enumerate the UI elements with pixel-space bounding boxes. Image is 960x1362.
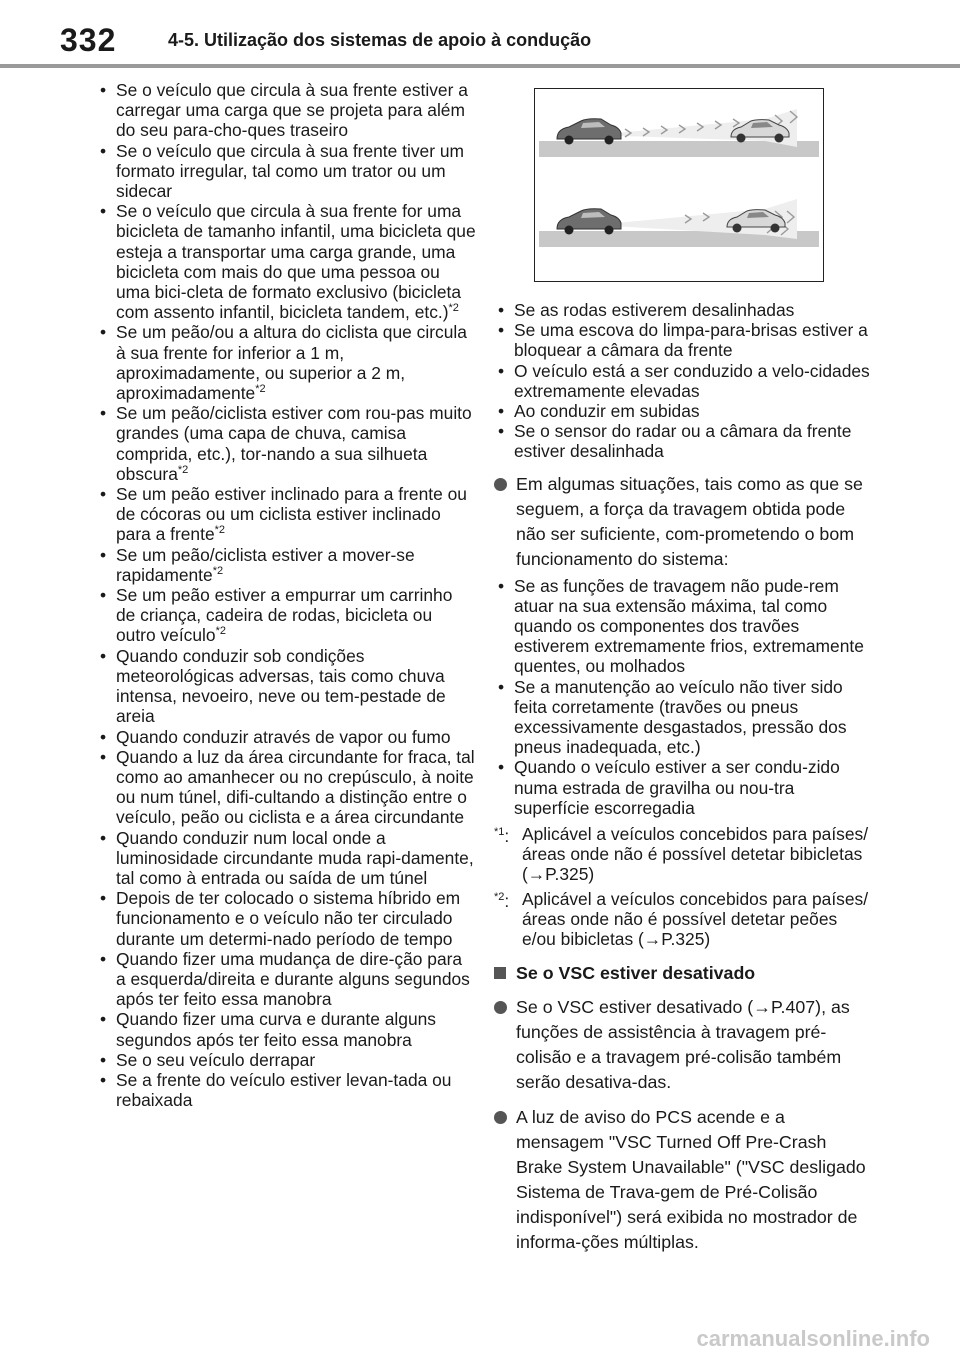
- sub-heading-text: Se o VSC estiver desativado: [516, 963, 756, 984]
- list-item: [96, 141, 476, 202]
- list-item: [96, 585, 476, 646]
- list-item-text: Se um peão estiver a empurrar um carrinho de criança, cadeira de rodas, bicicleta ou outro veículo: [116, 585, 453, 646]
- list-item: [96, 201, 476, 322]
- page-header: [0, 0, 960, 70]
- list-item-text: Se o veículo que circula à sua frente for uma bicicleta de tamanho infantil, uma bicicleta que esteja a transportar uma carga grande, uma bicicleta com mais do que uma pessoa ou uma bici-cleta de formato exclusivo (bicicleta com assento infantil, bicicleta tandem, etc.): [116, 201, 476, 323]
- section-title: 4-5. Utilização dos sistemas de apoio à condução: [168, 30, 592, 50]
- list-item: [494, 401, 870, 421]
- footnote-text: Aplicável a veículos concebidos para países/áreas onde não é possível detetar bibicletas (→P.325): [522, 824, 869, 885]
- list-item-text: Se um peão estiver inclinado para a frente ou de cócoras ou um ciclista estiver inclinado para a frente: [116, 484, 467, 545]
- circle-item-text: Se o VSC estiver desativado (→P.407), as funções de assistência à travagem pré-colisão e a travagem pré-colisão também serão desativa-das.: [516, 997, 850, 1093]
- list-item: [96, 484, 476, 545]
- list-item-text: Quando a luz da área circundante for fraca, tal como ao amanhecer ou no crepúsculo, à noite ou num túnel, difi-cultando a distinção entre o veículo, peão ou ciclista e a área circundante: [116, 746, 475, 828]
- list-item: [96, 949, 476, 1010]
- list-item: [96, 727, 476, 747]
- list-item: [96, 322, 476, 403]
- footnote-mark: $^{*1}$:: [494, 825, 510, 846]
- list-item-text: Se um peão/ou a altura do ciclista que circula à sua frente for inferior a 1 m, aproximadamente, ou superior a 2 m, aproximadamente: [116, 322, 467, 404]
- circle-bullet-icon: [494, 1111, 507, 1124]
- list-item-text: Se o veículo que circula à sua frente tiver um formato irregular, tal como um trator ou um sidecar: [116, 140, 464, 202]
- list-item: [96, 646, 476, 727]
- road-top: [539, 141, 819, 157]
- circle-item-text: A luz de aviso do PCS acende e a mensagem "VSC Turned Off Pre-Crash Brake System Unavailable" ("VSC desligado Sistema de Trava-gem de Pré-Colisão indisponível") será exibida no mostrador de informa-ções múltiplas.: [516, 1107, 866, 1253]
- footnote-mark-number: *1: [494, 826, 505, 839]
- list-item: [494, 320, 870, 360]
- list-item-text: O veículo está a ser conduzido a velo-cidades extremamente elevadas: [514, 360, 870, 401]
- list-item: [494, 421, 870, 461]
- circle-item-braking-force: [494, 472, 870, 572]
- own-car-bottom: [557, 209, 621, 235]
- circle-item-pcs-warning: [494, 1105, 870, 1255]
- left-bullet-list: [96, 80, 476, 1110]
- list-item-text: Se um peão/ciclista estiver a mover-se rapidamente: [116, 544, 415, 585]
- square-bullet-icon: [494, 967, 506, 979]
- list-item: [494, 300, 870, 320]
- list-item-text: Quando o veículo estiver a ser condu-zido numa estrada de gravilha ou nou-tra superfície escorregadia: [514, 757, 840, 818]
- circle-bullet-icon: [494, 1001, 507, 1014]
- circle-item-text: Em algumas situações, tais como as que se seguem, a força da travagem obtida pode não ser suficiente, com-prometendo o bom funcionamento do sistema:: [516, 473, 863, 569]
- footnote: [494, 889, 870, 950]
- list-item: [96, 1009, 476, 1049]
- list-item-text: Quando fizer uma curva e durante alguns segundos após ter feito essa manobra: [116, 1009, 436, 1050]
- left-column: [96, 80, 476, 1110]
- list-item-text: Se as rodas estiverem desalinhadas: [514, 300, 795, 320]
- list-item: [96, 1070, 476, 1110]
- list-item: [96, 888, 476, 949]
- footnote-ref: *2: [212, 565, 224, 578]
- list-item-text: Se as funções de travagem não pude-rem atuar na sua extensão máxima, tal como quando os componentes dos travões estiverem extremamente frios, extremamente quentes, ou molhados: [514, 575, 864, 677]
- list-item-text: Quando conduzir num local onde a luminosidade circundante muda rapi-damente, tal como à entrada ou saída de um túnel: [116, 827, 474, 888]
- list-item-text: Se o veículo que circula à sua frente estiver a carregar uma carga que se projeta para além do seu para-cho-ques traseiro: [116, 80, 468, 141]
- list-item-text: Se um peão/ciclista estiver com rou-pas muito grandes (uma capa de chuva, camisa comprida, etc.), tor-nando a sua silhueta obscura: [116, 403, 472, 484]
- footnote-ref: *2: [177, 464, 189, 477]
- watermark: carmanualsonline.info: [696, 1326, 930, 1351]
- list-item: [494, 361, 870, 401]
- list-item: [96, 80, 476, 141]
- vehicle-illustration: [534, 88, 824, 282]
- footnote-ref: *2: [448, 302, 459, 315]
- footnote-mark: $^{*2}$:: [494, 890, 510, 911]
- header-rule: [0, 64, 960, 68]
- own-car-top: [557, 119, 621, 145]
- list-item: [96, 403, 476, 484]
- list-item-text: Quando fizer uma mudança de dire-ção para a esquerda/direita e durante alguns segundos após ter feito essa manobra: [116, 948, 470, 1010]
- right-bullet-list-1: [494, 300, 870, 462]
- list-item: [494, 677, 870, 758]
- right-column: [494, 88, 870, 1255]
- footnote-text: Aplicável a veículos concebidos para países/áreas onde não é possível detetar peões e/ou bibicletas (→P.325): [522, 888, 869, 950]
- footnote: [494, 824, 870, 885]
- list-item: [494, 576, 870, 677]
- list-item-text: Se o seu veículo derrapar: [116, 1049, 316, 1070]
- list-item: [494, 757, 870, 818]
- page-number: 332: [60, 22, 117, 58]
- list-item-text: Quando conduzir através de vapor ou fumo: [116, 726, 451, 747]
- list-item: [96, 1050, 476, 1070]
- footnote-ref: *2: [255, 383, 266, 396]
- right-bullet-list-2: [494, 576, 870, 818]
- circle-item-vsc-disabled: [494, 995, 870, 1095]
- footnote-mark-number: *2: [494, 890, 505, 903]
- vehicle-illustration-svg: [535, 89, 823, 281]
- list-item: [96, 545, 476, 585]
- list-item-text: Depois de ter colocado o sistema híbrido em funcionamento e o veículo não ter circulado durante um determi-nado período de tempo: [116, 888, 461, 949]
- circle-bullet-icon: [494, 478, 507, 491]
- list-item: [96, 747, 476, 828]
- footnote-ref: *2: [214, 524, 226, 537]
- list-item: [96, 828, 476, 889]
- list-item-text: Quando conduzir sob condições meteorológicas adversas, tais como chuva intensa, nevoeiro, neve ou tem-pestade de areia: [116, 645, 446, 727]
- list-item-text: Se a manutenção ao veículo não tiver sido feita corretamente (travões ou pneus excessivamente desgastados, pressão dos pneus inadequada, etc.): [514, 676, 847, 758]
- footnotes: [494, 824, 870, 949]
- sub-heading-vsc: [494, 961, 870, 985]
- list-item-text: Ao conduzir em subidas: [514, 401, 700, 422]
- list-item-text: Se uma escova do limpa-para-brisas estiver a bloquear a câmara da frente: [514, 320, 868, 361]
- list-item-text: Se a frente do veículo estiver levan-tada ou rebaixada: [116, 1069, 452, 1111]
- list-item-text: Se o sensor do radar ou a câmara da frente estiver desalinhada: [514, 421, 852, 462]
- footnote-ref: *2: [215, 625, 226, 638]
